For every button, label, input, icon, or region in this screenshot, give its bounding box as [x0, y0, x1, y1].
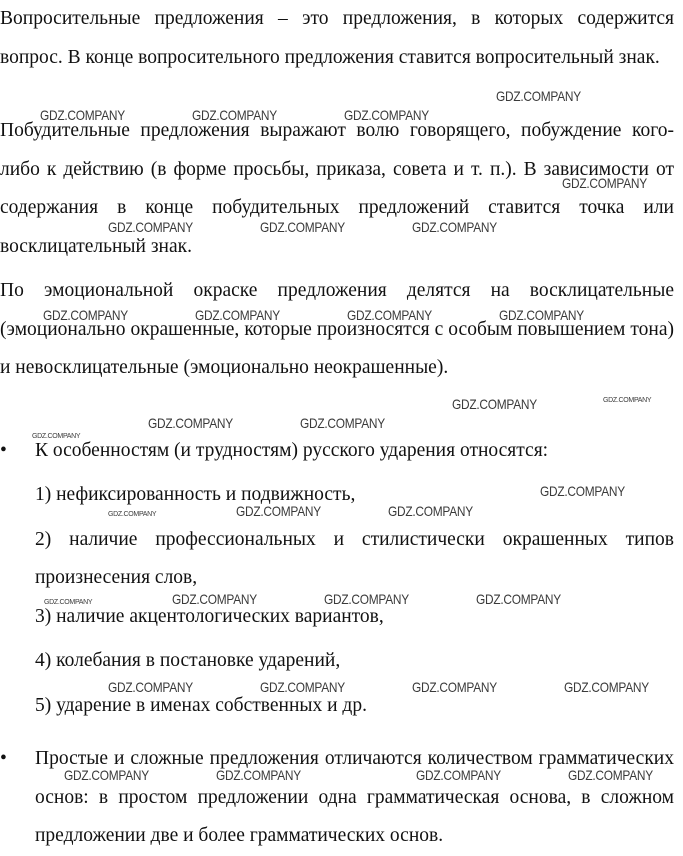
watermark: GDZ.COMPANY — [568, 767, 653, 783]
watermark: GDZ.COMPANY — [564, 679, 649, 695]
list-item: 3) наличие акцентологических вариантов, — [35, 605, 384, 627]
watermark: GDZ.COMPANY — [44, 599, 93, 606]
watermark: GDZ.COMPANY — [108, 219, 193, 235]
watermark: GDZ.COMPANY — [260, 679, 345, 695]
watermark: GDZ.COMPANY — [452, 396, 537, 412]
watermark: GDZ.COMPANY — [148, 415, 233, 431]
list-item: 4) колебания в постановке ударений, — [35, 650, 341, 671]
watermark: GDZ.COMPANY — [540, 483, 625, 499]
watermark: GDZ.COMPANY — [603, 397, 652, 404]
watermark: GDZ.COMPANY — [260, 219, 345, 235]
watermark: GDZ.COMPANY — [499, 307, 584, 323]
watermark: GDZ.COMPANY — [412, 219, 497, 235]
watermark: GDZ.COMPANY — [562, 175, 647, 191]
watermark: GDZ.COMPANY — [216, 767, 301, 783]
watermark: GDZ.COMPANY — [388, 503, 473, 519]
watermark: GDZ.COMPANY — [416, 767, 501, 783]
bullet-stress-features — [0, 432, 674, 471]
bullet-marker: • — [0, 440, 7, 461]
bullet-text: Простые и сложные предложения отличаются количеством грамматических основ: в простом предложении одна грамматическая основа, в сложном предложении две и более грамматических основ. — [35, 748, 674, 846]
list-item: 1) нефиксированность и подвижность, — [35, 484, 356, 505]
watermark: GDZ.COMPANY — [476, 591, 561, 607]
watermark: GDZ.COMPANY — [43, 307, 128, 323]
paragraph-interrogative: Вопросительные предложения – это предложения, в которых содержится вопрос. В конце вопросительного предложения ставится вопросительный знак. — [0, 8, 674, 68]
watermark: GDZ.COMPANY — [108, 679, 193, 695]
watermark: GDZ.COMPANY — [40, 107, 125, 123]
bullet-text: К особенностям (и трудностям) русского ударения относятся: — [35, 440, 549, 461]
watermark: GDZ.COMPANY — [347, 307, 432, 323]
watermark: GDZ.COMPANY — [412, 679, 497, 695]
bullet-marker: • — [0, 748, 7, 769]
watermark: GDZ.COMPANY — [344, 107, 429, 123]
watermark: GDZ.COMPANY — [172, 591, 257, 607]
bullet-simple-complex — [0, 740, 674, 856]
watermark: GDZ.COMPANY — [108, 511, 157, 518]
paragraph-emotional: По эмоциональной окраске предложения делятся на восклицательные (эмоционально окрашенные, которые произносятся с особым повышением тона) и невосклицательные (эмоционально неокрашенные). — [0, 280, 674, 378]
watermark: GDZ.COMPANY — [192, 107, 277, 123]
watermark: GDZ.COMPANY — [324, 591, 409, 607]
list-item: 5) ударение в именах собственных и др. — [35, 694, 367, 716]
watermark: GDZ.COMPANY — [195, 307, 280, 323]
watermark: GDZ.COMPANY — [236, 503, 321, 519]
watermark: GDZ.COMPANY — [300, 415, 385, 431]
paragraph-imperative: Побудительные предложения выражают волю говорящего, побуждение кого-либо к действию (в форме просьбы, приказа, совета и т. п.). В зависимости от содержания в конце побудительных предложений ставится точка или восклицательный знак. — [0, 120, 674, 257]
watermark: GDZ.COMPANY — [496, 88, 581, 104]
watermark: GDZ.COMPANY — [32, 433, 81, 440]
watermark: GDZ.COMPANY — [64, 767, 149, 783]
list-item: 2) наличие профессиональных и стилистически окрашенных типов произнесения слов, — [35, 528, 674, 588]
